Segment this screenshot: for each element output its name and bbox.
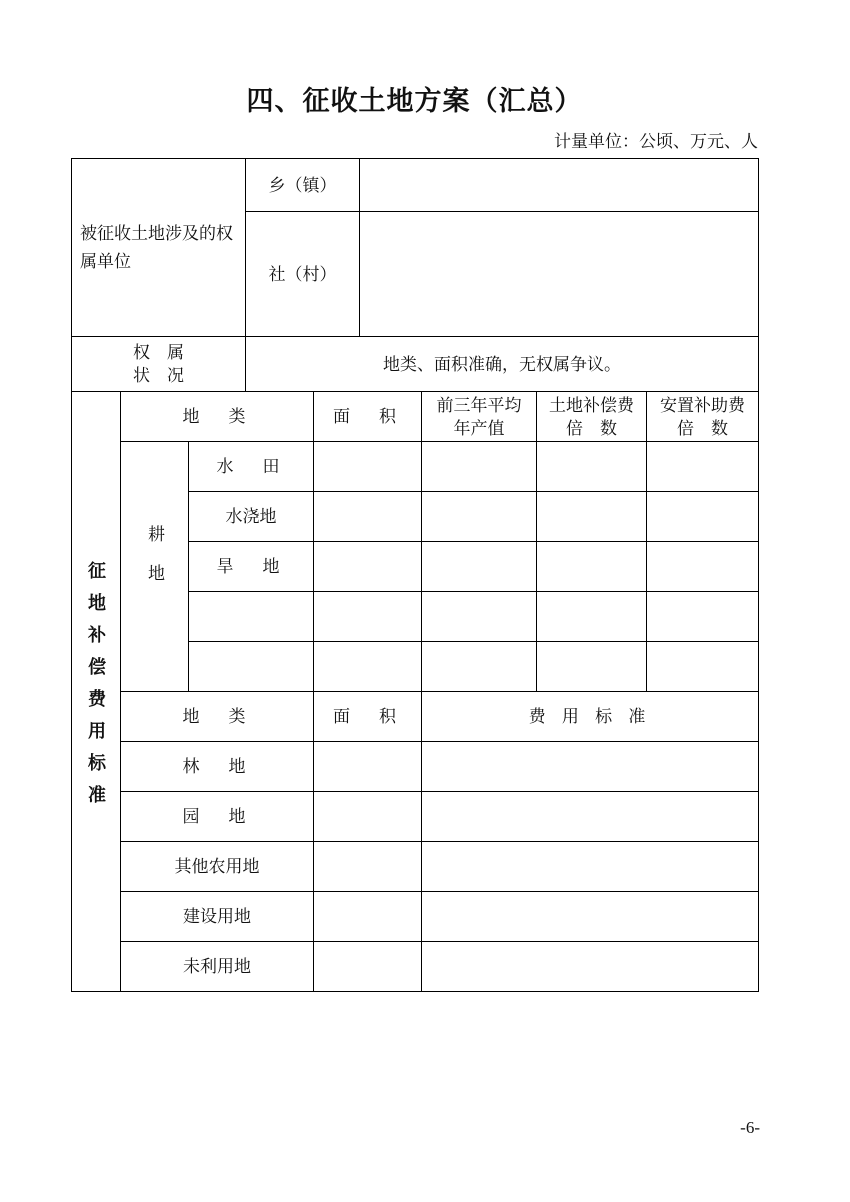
- ownership-status-label-line1: 权 属: [133, 343, 184, 362]
- avg-output-irrigated-land[interactable]: [422, 492, 537, 542]
- header-resettlement-subsidy: [647, 392, 759, 442]
- header-avg-output-line1: 前三年平均: [436, 395, 522, 415]
- header-resettlement-subsidy-line1: 安置补助费: [660, 395, 745, 415]
- resettle-irrigated-land[interactable]: [647, 492, 759, 542]
- table-row: [72, 742, 759, 792]
- ownership-status-label: [72, 337, 246, 392]
- table-row-ownership-status: [72, 337, 759, 392]
- header-resettlement-subsidy-line2: 倍 数: [677, 418, 728, 438]
- area-dry-land[interactable]: [314, 542, 422, 592]
- resettle-blank-2[interactable]: [647, 642, 759, 692]
- land-type-blank-2[interactable]: [189, 642, 314, 692]
- area-construction-land[interactable]: [314, 892, 422, 942]
- header-avg-output: [422, 392, 537, 442]
- township-value-field[interactable]: [360, 159, 759, 212]
- township-label: 乡（镇）: [246, 159, 360, 212]
- resettle-blank-1[interactable]: [647, 592, 759, 642]
- fee-standard-garden-land[interactable]: [422, 792, 759, 842]
- land-comp-paddy-field[interactable]: [537, 442, 647, 492]
- fee-standard-construction-land[interactable]: [422, 892, 759, 942]
- ownership-status-label-line2: 状 况: [133, 366, 184, 385]
- farmland-group-label-text: 耕地: [145, 524, 164, 603]
- area-forest-land[interactable]: [314, 742, 422, 792]
- table-row: [72, 942, 759, 992]
- header-land-type-a: 地 类: [121, 392, 314, 442]
- table-row-header-b: [72, 692, 759, 742]
- table-row-township: [72, 159, 759, 212]
- header-land-compensation-line2: 倍 数: [566, 418, 617, 438]
- table-row: [72, 442, 759, 492]
- land-comp-blank-2[interactable]: [537, 642, 647, 692]
- land-requisition-form: [71, 158, 758, 992]
- land-type-dry-land: 旱 地: [189, 542, 314, 592]
- table-row: [72, 842, 759, 892]
- page-number: -6-: [740, 1118, 760, 1137]
- land-type-paddy-field: 水 田: [189, 442, 314, 492]
- table-row-header-a: [72, 392, 759, 442]
- avg-output-dry-land[interactable]: [422, 542, 537, 592]
- land-type-garden-land: 园 地: [121, 792, 314, 842]
- area-other-agricultural-land[interactable]: [314, 842, 422, 892]
- land-type-other-agricultural-land: 其他农用地: [121, 842, 314, 892]
- header-fee-standard: 费 用 标 准: [422, 692, 759, 742]
- area-blank-2[interactable]: [314, 642, 422, 692]
- header-land-type-b: 地 类: [121, 692, 314, 742]
- land-comp-blank-1[interactable]: [537, 592, 647, 642]
- header-land-compensation-line1: 土地补偿费: [549, 395, 634, 415]
- area-unused-land[interactable]: [314, 942, 422, 992]
- area-irrigated-land[interactable]: [314, 492, 422, 542]
- table-row: [72, 892, 759, 942]
- avg-output-paddy-field[interactable]: [422, 442, 537, 492]
- fee-standard-forest-land[interactable]: [422, 742, 759, 792]
- area-paddy-field[interactable]: [314, 442, 422, 492]
- land-comp-dry-land[interactable]: [537, 542, 647, 592]
- form-table: [71, 158, 759, 992]
- land-type-unused-land: 未利用地: [121, 942, 314, 992]
- land-type-blank-1[interactable]: [189, 592, 314, 642]
- avg-output-blank-2[interactable]: [422, 642, 537, 692]
- header-area-a: 面 积: [314, 392, 422, 442]
- ownership-status-value: 地类、面积准确，无权属争议。: [246, 337, 759, 392]
- land-comp-irrigated-land[interactable]: [537, 492, 647, 542]
- ownership-unit-label: 被征收土地涉及的权属单位: [72, 159, 246, 337]
- avg-output-blank-1[interactable]: [422, 592, 537, 642]
- compensation-side-label: [72, 392, 121, 992]
- village-value-field[interactable]: [360, 212, 759, 337]
- area-garden-land[interactable]: [314, 792, 422, 842]
- resettle-dry-land[interactable]: [647, 542, 759, 592]
- resettle-paddy-field[interactable]: [647, 442, 759, 492]
- compensation-side-label-text: 征地补偿费用标准: [86, 560, 106, 817]
- area-blank-1[interactable]: [314, 592, 422, 642]
- farmland-group-label: [121, 442, 189, 692]
- land-type-forest-land: 林 地: [121, 742, 314, 792]
- land-type-irrigated-land: 水浇地: [189, 492, 314, 542]
- fee-standard-other-agricultural-land[interactable]: [422, 842, 759, 892]
- header-avg-output-line2: 年产值: [453, 418, 505, 438]
- village-label: 社（村）: [246, 212, 360, 337]
- table-row: [72, 792, 759, 842]
- fee-standard-unused-land[interactable]: [422, 942, 759, 992]
- page-title: 四、征收土地方案（汇总）: [246, 86, 583, 116]
- header-land-compensation: [537, 392, 647, 442]
- measurement-unit-note: 计量单位：公顷、万元、人: [554, 132, 758, 151]
- header-area-b: 面 积: [314, 692, 422, 742]
- land-type-construction-land: 建设用地: [121, 892, 314, 942]
